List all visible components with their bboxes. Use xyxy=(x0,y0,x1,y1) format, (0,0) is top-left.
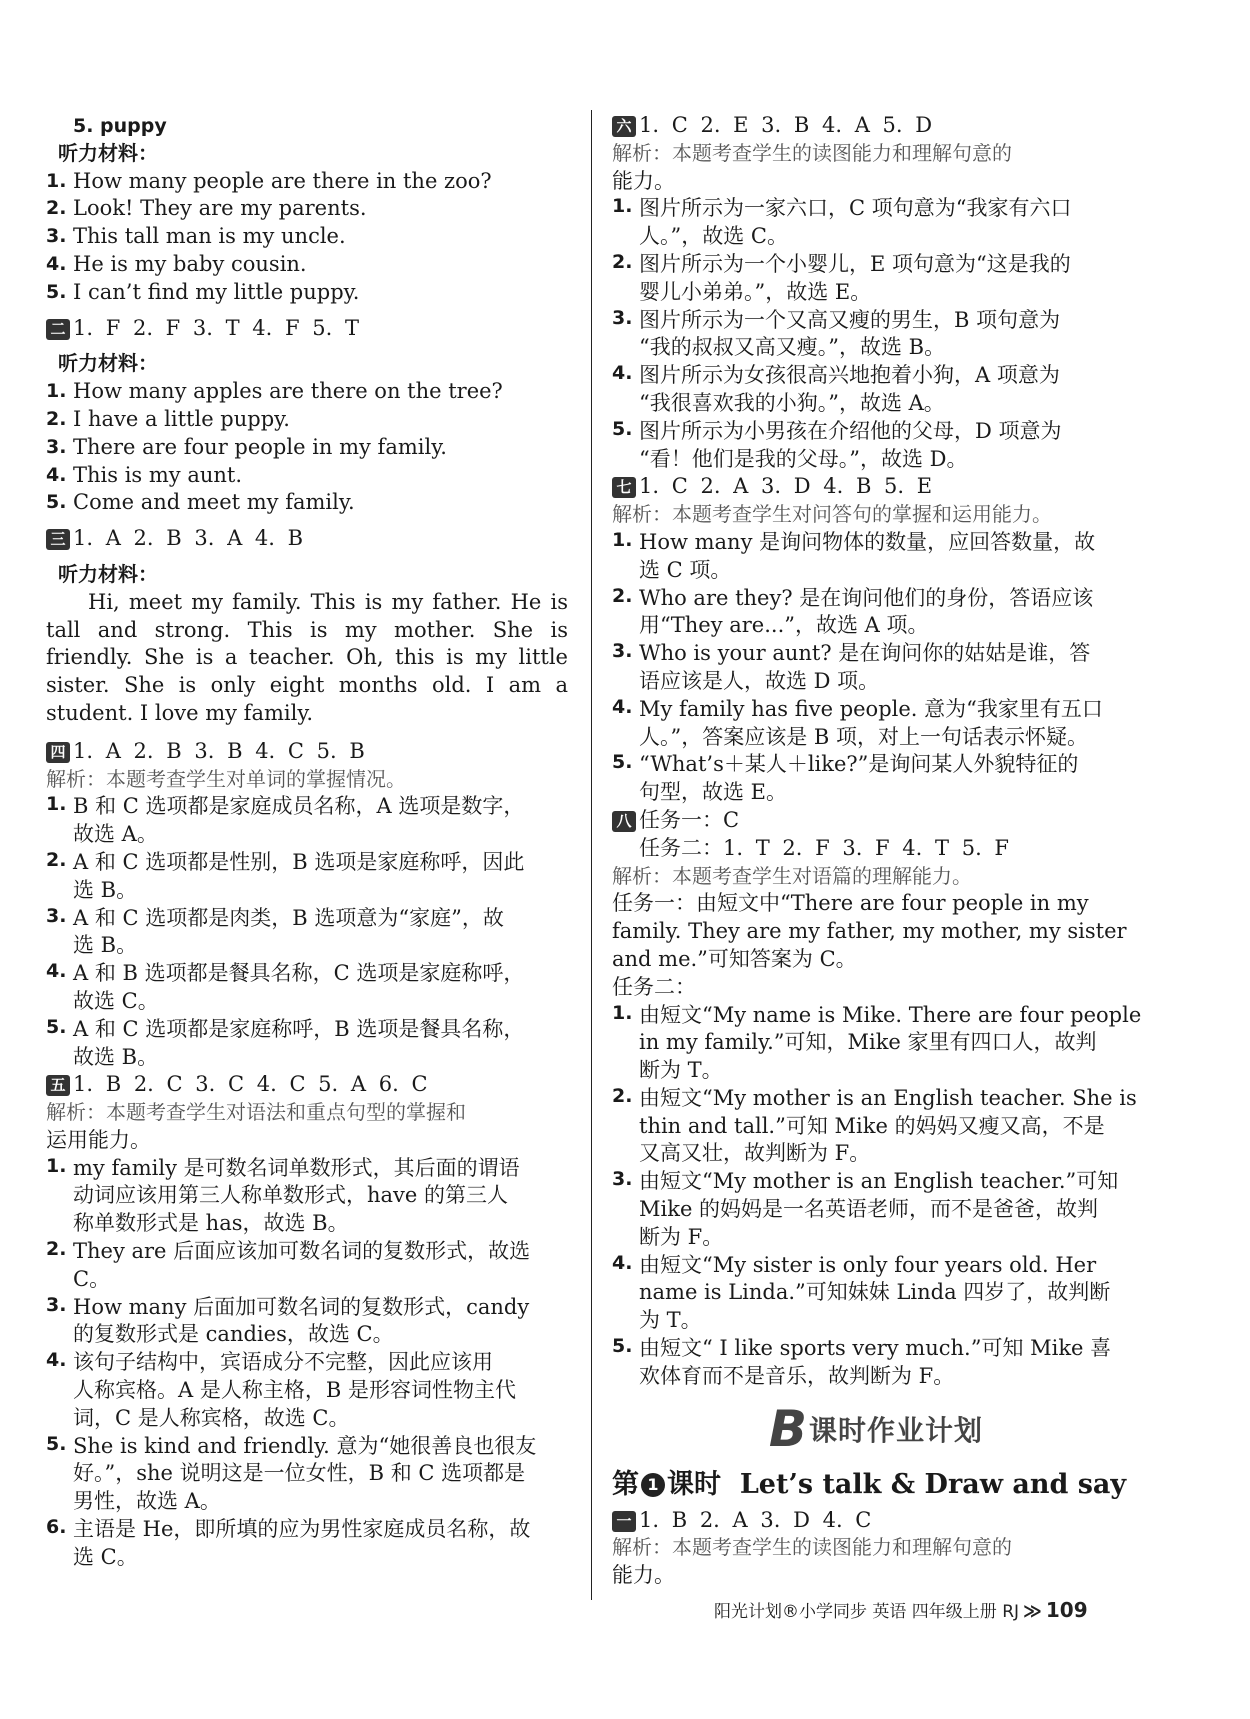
analysis-text: 解析：本题考查学生对单词的掌握情况。 xyxy=(46,766,406,791)
listening-material-label: 听力材料： xyxy=(58,140,158,165)
s7-explanations xyxy=(612,529,1140,807)
analysis-text: 解析：本题考查学生的读图能力和理解句意的 xyxy=(612,140,1012,165)
list-item: 5. 图片所示为小男孩在介绍他的父母，D 项意为 “看！他们是我的父母。”，故选 D。 xyxy=(612,417,1062,471)
page-footer xyxy=(714,1597,1088,1622)
list-item: 4. A 和 B 选项都是餐具名称，C 选项是家庭称呼， 故选 C。 xyxy=(46,960,525,1013)
list-item: 4. He is my baby cousin. xyxy=(46,251,307,276)
section-badge: 一 xyxy=(612,1511,636,1532)
section-badge: 七 xyxy=(612,477,636,498)
analysis-text-cont: 运用能力。 xyxy=(46,1127,151,1152)
section-8-task1: 八 任务一：C xyxy=(612,807,1140,835)
list-item: 5. 由短文“ I like sports very much.”可知 Mike 喜 欢体育而不是音乐，故判断为 F。 xyxy=(612,1335,1112,1388)
s4-explanations xyxy=(46,793,572,1071)
list-item: 2. Who are they? 是在询问他们的身份，答语应该 用“They are...”，故选 A 项。 xyxy=(612,584,1094,638)
list-item: 3. 由短文“My mother is an English teacher.”可知 Mike 的妈妈是一名英语老师，而不是爸爸，故判 断为 F。 xyxy=(612,1168,1119,1249)
lesson-number-badge: 1 xyxy=(641,1473,665,1497)
list-item: 5. Come and meet my family. xyxy=(46,490,355,515)
top-answer-item: 5. puppy xyxy=(73,115,167,137)
section-badge: 八 xyxy=(612,811,636,832)
analysis-text: 解析：本题考查学生对语篇的理解能力。 xyxy=(612,863,972,888)
list-item: 4. 该句子结构中，宾语成分不完整，因此应该用 人称宾格。A 是人称主格，B 是形容词性物主代 词，C 是人称宾格，故选 C。 xyxy=(46,1349,516,1430)
list-item: 4. 由短文“My sister is only four years old. Her name is Linda.”可知妹妹 Linda 四岁了，故判断 为 T。 xyxy=(612,1251,1111,1333)
section-badge: 二 xyxy=(46,319,70,340)
s2-listening-lines xyxy=(46,378,572,517)
footer-book-info: 小学同步 英语 四年级上册 RJ xyxy=(799,1602,1020,1622)
list-item: 2. 图片所示为一个小婴儿，E 项句意为“这是我的 婴儿小弟弟。”，故选 E。 xyxy=(612,250,1071,304)
s1-listening-lines xyxy=(46,168,572,307)
section-badge: 三 xyxy=(46,529,70,550)
list-item: 5. She is kind and friendly. 意为“她很善良也很友 好。”，she 说明这是一位女性，B 和 C 选项都是 男性，故选 A。 xyxy=(46,1432,537,1514)
list-item: 1. 图片所示为一家六口，C 项句意为“我家有六口 人。”，故选 C。 xyxy=(612,195,1072,249)
lesson-title: Let’s talk & Draw and say xyxy=(739,1468,1127,1500)
list-item: 1. B 和 C 选项都是家庭成员名称，A 选项是数字， 故选 A。 xyxy=(46,793,525,847)
footer-brand: 阳光计划® xyxy=(714,1602,799,1622)
task2-label: 任务二： xyxy=(612,974,696,999)
list-item: 2. They are 后面应该加可数名词的复数形式，故选 C。 xyxy=(46,1238,531,1291)
list-item: 3. There are four people in my family. xyxy=(46,434,447,459)
analysis-text-cont: 能力。 xyxy=(612,168,675,193)
list-item: 1. How many people are there in the zoo? xyxy=(46,168,492,193)
section-7-answers: 七 1. C 2. A 3. D 4. B 5. E xyxy=(612,473,1140,501)
list-item: 5. A 和 C 选项都是家庭称呼，B 选项是餐具名称， 故选 B。 xyxy=(46,1015,525,1069)
task1-explanation: 任务一：由短文中“There are four people in my family. They are my father, my mother, my sister and me.”可知答案为 C。 xyxy=(612,891,1127,971)
section-6-answers: 六 1. C 2. E 3. B 4. A 5. D xyxy=(612,112,1140,140)
s5-explanations xyxy=(46,1155,572,1572)
list-item: 4. This is my aunt. xyxy=(46,462,243,487)
list-item: 5. “What’s＋某人＋like?”是询问某人外貌特征的 句型，故选 E。 xyxy=(612,751,1079,805)
section-4-answers: 四 1. A 2. B 3. B 4. C 5. B xyxy=(46,738,572,766)
section-2-answers: 二 1. F 2. F 3. T 4. F 5. T xyxy=(46,315,572,343)
list-item: 4. 图片所示为女孩很高兴地抱着小狗，A 项意为 “我很喜欢我的小狗。”，故选 A。 xyxy=(612,362,1060,415)
listening-passage: Hi, meet my family. This is my father. He is tall and strong. This is my mother. She is friendly. She is a teacher. Oh, this is my little sister. She is only eight months old. I am a student. I love my family. xyxy=(46,589,568,725)
list-item: 3. How many 后面加可数名词的复数形式，candy 的复数形式是 candies，故选 C。 xyxy=(46,1293,530,1347)
listening-material-label: 听力材料： xyxy=(58,561,158,586)
list-item: 3. This tall man is my uncle. xyxy=(46,224,346,249)
list-item: 1. How many 是询问物体的数量，应回答数量，故 选 C 项。 xyxy=(612,528,1096,582)
section-5-answers: 五 1. B 2. C 3. C 4. C 5. A 6. C xyxy=(46,1071,572,1099)
section-badge: 五 xyxy=(46,1075,70,1096)
section-badge: 四 xyxy=(46,742,70,763)
section-8-task2: 任务二：1. T 2. F 3. F 4. T 5. F xyxy=(639,835,1009,860)
b-section-heading xyxy=(612,1399,1140,1459)
list-item: 1. How many apples are there on the tree? xyxy=(46,379,503,404)
list-item: 1. 由短文“My name is Mike. There are four people in my family.”可知，Mike 家里有四口人，故判 断为 T。 xyxy=(612,1001,1142,1083)
list-item: 4. My family has five people. 意为“我家里有五口 人。”，答案应该是 B 项，对上一句话表示怀疑。 xyxy=(612,695,1103,749)
left-column xyxy=(46,112,572,1572)
list-item: 1. my family 是可数名词单数形式，其后面的谓语 动词应该用第三人称单数形式，have 的第三人 称单数形式是 has，故选 B。 xyxy=(46,1154,520,1236)
page-number: 109 xyxy=(1045,1598,1088,1622)
b-letter-logo: B xyxy=(768,1399,808,1458)
list-item: 2. Look! They are my parents. xyxy=(46,196,367,221)
section-3-answers: 三 1. A 2. B 3. A 4. B xyxy=(46,525,572,553)
double-arrow-icon: ≫ xyxy=(1023,1601,1042,1622)
analysis-text: 解析：本题考查学生对语法和重点句型的掌握和 xyxy=(46,1100,466,1125)
lesson-heading: 第 1 课时 Let’s talk & Draw and say xyxy=(612,1468,1127,1500)
s8-explanations xyxy=(612,1002,1140,1391)
list-item: 3. A 和 C 选项都是肉类，B 选项意为“家庭”，故 选 B。 xyxy=(46,904,504,958)
list-item: 6. 主语是 He，即所填的应为男性家庭成员名称，故 选 C。 xyxy=(46,1516,531,1569)
list-item: 2. 由短文“My mother is an English teacher. She is thin and tall.”可知 Mike 的妈妈又瘦又高，不是 又高又壮，故判断为 F。 xyxy=(612,1084,1137,1166)
list-item: 3. Who is your aunt? 是在询问你的姑姑是谁，答 语应该是人，故选 D 项。 xyxy=(612,640,1091,693)
list-item: 2. I have a little puppy. xyxy=(46,406,290,431)
list-item: 3. 图片所示为一个又高又瘦的男生，B 项句意为 “我的叔叔又高又瘦。”，故选 B。 xyxy=(612,306,1061,360)
list-item: 2. A 和 C 选项都是性别，B 选项是家庭称呼，因此 选 B。 xyxy=(46,848,525,902)
section-badge: 六 xyxy=(612,116,636,137)
b-section-title: 课时作业计划 xyxy=(809,1413,984,1447)
list-item: 5. I can’t find my little puppy. xyxy=(46,279,360,304)
b1-answers: 一 1. B 2. A 3. D 4. C xyxy=(612,1507,1140,1535)
analysis-text: 解析：本题考查学生的读图能力和理解句意的 xyxy=(612,1535,1012,1560)
analysis-text-cont: 能力。 xyxy=(612,1563,675,1588)
column-divider xyxy=(591,110,592,1600)
s6-explanations xyxy=(612,195,1140,473)
listening-material-label: 听力材料： xyxy=(58,351,158,376)
analysis-text: 解析：本题考查学生对问答句的掌握和运用能力。 xyxy=(612,502,1052,527)
right-column xyxy=(612,112,1140,1590)
